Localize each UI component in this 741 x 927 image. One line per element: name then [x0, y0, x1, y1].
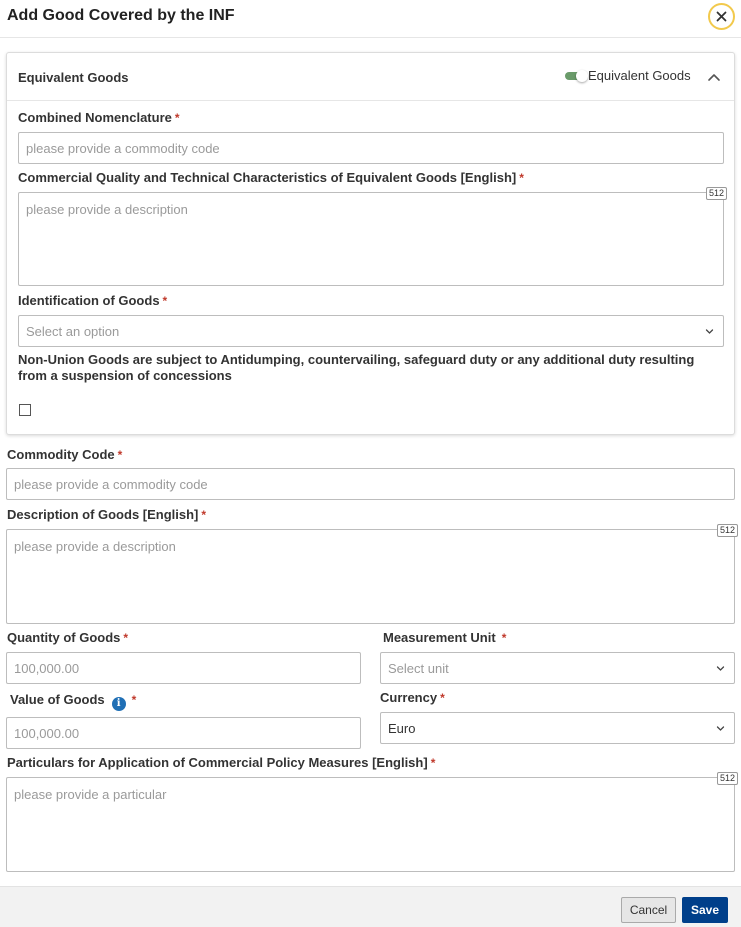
particulars-label: Particulars for Application of Commercial Policy Measures [English] * — [7, 755, 436, 770]
character-counter: 512 — [717, 524, 738, 537]
equivalent-goods-panel — [6, 52, 735, 435]
chevron-down-icon — [705, 328, 714, 335]
non-union-goods-text: Non-Union Goods are subject to Antidumping, countervailing, safeguard duty or any additional duty resulting from a suspension of concessions — [18, 352, 695, 383]
equivalent-goods-panel-header — [7, 53, 734, 101]
chevron-down-icon — [716, 725, 725, 732]
identification-of-goods-select[interactable]: Select an option — [18, 315, 724, 347]
description-of-goods-label: Description of Goods [English] * — [7, 507, 207, 522]
equivalent-goods-toggle-label: Equivalent Goods — [588, 68, 691, 83]
currency-label: Currency * — [380, 690, 445, 705]
non-union-goods-checkbox[interactable] — [19, 404, 31, 416]
quantity-of-goods-input[interactable]: 100,000.00 — [6, 652, 361, 684]
commodity-code-label: Commodity Code * — [7, 447, 123, 462]
save-button[interactable]: Save — [682, 897, 728, 923]
commodity-code-input[interactable]: please provide a commodity code — [6, 468, 735, 500]
character-counter: 512 — [717, 772, 738, 785]
description-of-goods-textarea[interactable]: please provide a description — [6, 529, 735, 624]
dialog-footer — [0, 886, 741, 927]
identification-of-goods-label: Identification of Goods * — [18, 293, 168, 308]
combined-nomenclature-input[interactable]: please provide a commodity code — [18, 132, 724, 164]
value-of-goods-input[interactable]: 100,000.00 — [6, 717, 361, 749]
equivalent-goods-toggle[interactable] — [565, 70, 587, 82]
particulars-textarea[interactable]: please provide a particular — [6, 777, 735, 872]
character-counter: 512 — [706, 187, 727, 200]
chevron-down-icon — [716, 665, 725, 672]
cancel-button[interactable]: Cancel — [621, 897, 676, 923]
quantity-of-goods-label: Quantity of Goods * — [7, 630, 129, 645]
combined-nomenclature-label: Combined Nomenclature * — [18, 110, 180, 125]
value-of-goods-label: Value of Goods i * — [10, 692, 137, 709]
equivalent-goods-title: Equivalent Goods — [18, 70, 129, 85]
measurement-unit-select[interactable]: Select unit — [380, 652, 735, 684]
close-button[interactable] — [708, 3, 735, 30]
currency-select[interactable]: Euro — [380, 712, 735, 744]
measurement-unit-label: Measurement Unit * — [383, 630, 507, 645]
dialog-header — [0, 0, 741, 38]
dialog-title: Add Good Covered by the INF — [7, 7, 235, 24]
info-icon[interactable]: i — [112, 697, 126, 711]
commercial-quality-label: Commercial Quality and Technical Characteristics of Equivalent Goods [English] * — [18, 170, 524, 185]
commercial-quality-textarea[interactable]: please provide a description — [18, 192, 724, 286]
close-icon — [716, 11, 727, 22]
toggle-knob — [576, 70, 588, 82]
chevron-up-icon[interactable] — [707, 71, 721, 83]
